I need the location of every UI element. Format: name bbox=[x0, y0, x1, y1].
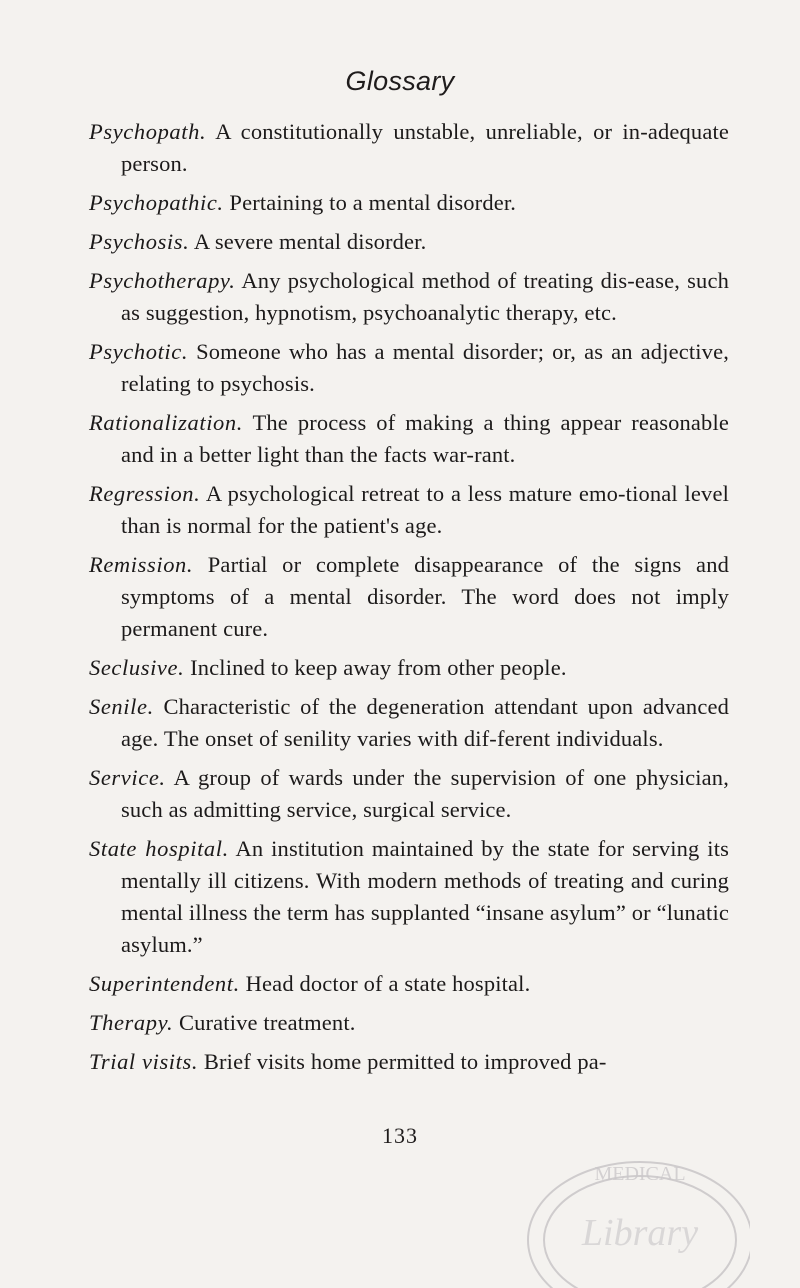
entry-term: Trial visits. bbox=[89, 1049, 199, 1074]
entry-definition: A severe mental disorder. bbox=[193, 229, 427, 254]
entry-definition: A group of wards under the supervision of one physician, such as admitting service, surgical service. bbox=[121, 765, 729, 822]
entry-definition: Pertaining to a mental disorder. bbox=[229, 190, 517, 215]
stamp-text-top: MEDICAL bbox=[594, 1163, 686, 1185]
entry-term: Psychosis. bbox=[89, 229, 190, 254]
stamp-text-bottom: Library bbox=[581, 1212, 699, 1254]
glossary-entry bbox=[89, 762, 729, 826]
entry-term: Psychotic. bbox=[89, 339, 189, 364]
glossary-entry bbox=[89, 549, 729, 645]
entry-term: Superintendent. bbox=[89, 971, 240, 996]
entry-definition: Inclined to keep away from other people. bbox=[190, 655, 567, 680]
entry-term: Remission. bbox=[89, 552, 194, 577]
glossary-entry bbox=[89, 1007, 729, 1039]
glossary-entry bbox=[89, 478, 729, 542]
glossary-entry bbox=[89, 226, 729, 258]
entry-definition: Brief visits home permitted to improved pa- bbox=[203, 1049, 607, 1074]
entry-definition: The process of making a thing appear reasonable and in a better light than the facts war-rant. bbox=[121, 410, 729, 467]
entry-definition: Any psychological method of treating dis-ease, such as suggestion, hypnotism, psychoanalytic therapy, etc. bbox=[121, 268, 729, 325]
entry-definition: Someone who has a mental disorder; or, as an adjective, relating to psychosis. bbox=[121, 339, 729, 396]
entry-term: Regression. bbox=[89, 481, 201, 506]
entry-term: Senile. bbox=[89, 694, 154, 719]
entry-term: Seclusive. bbox=[89, 655, 185, 680]
entry-term: State hospital. bbox=[89, 836, 229, 861]
entry-definition: A psychological retreat to a less mature emo-tional level than is normal for the patient's age. bbox=[121, 481, 729, 538]
glossary-entry bbox=[89, 265, 729, 329]
page-number: 133 bbox=[382, 1123, 418, 1148]
glossary-entry bbox=[89, 1046, 729, 1078]
glossary-entry bbox=[89, 652, 729, 684]
glossary-entry bbox=[89, 968, 729, 1000]
page-title: Glossary bbox=[345, 66, 455, 96]
entry-definition: Curative treatment. bbox=[178, 1010, 356, 1035]
glossary-entry bbox=[89, 691, 729, 755]
entry-term: Psychopath. bbox=[89, 119, 207, 144]
glossary-entry bbox=[89, 407, 729, 471]
entry-term: Therapy. bbox=[89, 1010, 174, 1035]
entry-definition: Head doctor of a state hospital. bbox=[245, 971, 531, 996]
entry-definition: An institution maintained by the state for serving its mentally ill citizens. With modern methods of treating and curing mental illness the term has supplanted “insane asylum” or “lunatic asylum.” bbox=[121, 836, 729, 957]
glossary-entry bbox=[89, 833, 729, 961]
entry-term: Service. bbox=[89, 765, 166, 790]
glossary-entry bbox=[89, 116, 729, 180]
entry-term: Rationalization. bbox=[89, 410, 243, 435]
entry-definition: A constitutionally unstable, unreliable, or in-adequate person. bbox=[121, 119, 729, 176]
glossary-entries bbox=[89, 116, 729, 1085]
entry-term: Psychopathic. bbox=[89, 190, 224, 215]
entry-term: Psychotherapy. bbox=[89, 268, 236, 293]
library-stamp bbox=[490, 1120, 750, 1288]
entry-definition: Characteristic of the degeneration attendant upon advanced age. The onset of senility varies with dif-ferent individuals. bbox=[121, 694, 730, 751]
glossary-entry bbox=[89, 336, 729, 400]
glossary-entry bbox=[89, 187, 729, 219]
entry-definition: Partial or complete disappearance of the signs and symptoms of a mental disorder. The word does not imply permanent cure. bbox=[121, 552, 729, 641]
